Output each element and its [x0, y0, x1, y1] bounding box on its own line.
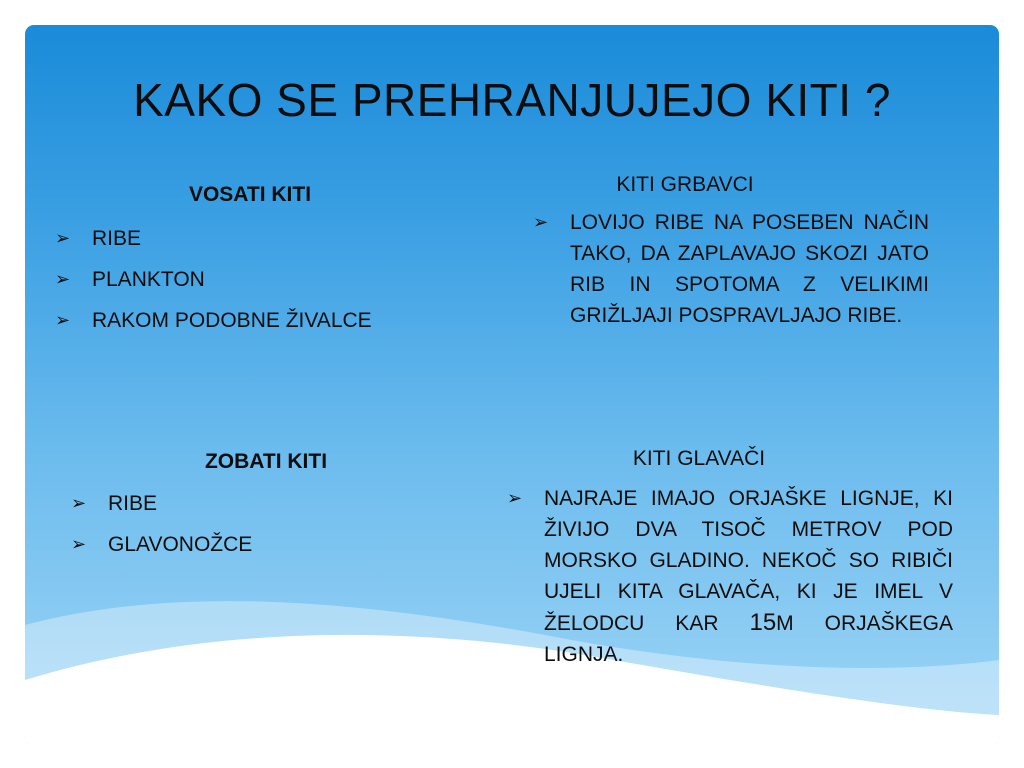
vosati-heading: VOSATI KITI: [188, 183, 312, 206]
arrow-bullet-icon: ➢: [533, 212, 549, 232]
glavaci-list: [507, 483, 953, 670]
arrow-bullet-icon: ➢: [55, 228, 71, 248]
zobati-heading: ZOBATI KITI: [204, 450, 328, 473]
glavaci-heading: KITI GLAVAČI: [632, 447, 766, 470]
arrow-bullet-icon: ➢: [55, 269, 71, 289]
list-item: ➢ RAKOM PODOBNE ŽIVALCE: [55, 305, 475, 336]
list-item: ➢ LOVIJO RIBE NA POSEBEN NAČIN TAKO, DA ZAPLAVAJO SKOZI JATO RIB IN SPOTOMA Z VELIKIMI GRIŽLJAJI POSPRAVLJAJO RIBE.: [533, 207, 929, 331]
grbavci-heading: KITI GRBAVCI: [616, 173, 754, 196]
arrow-bullet-icon: ➢: [55, 310, 71, 330]
list-item: ➢ PLANKTON: [55, 264, 475, 295]
list-item: ➢ GLAVONOŽCE: [71, 529, 471, 560]
list-item: ➢ NAJRAJE IMAJO ORJAŠKE LIGNJE, KI ŽIVIJO DVA TISOČ METROV POD MORSKO GLADINO. NEKOČ SO RIBIČI UJELI KITA GLAVAČA, KI JE IMEL V ŽELODCU KAR 15M ORJAŠKEGA LIGNJA.: [507, 483, 953, 670]
slide: [25, 25, 999, 745]
arrow-bullet-icon: ➢: [71, 534, 87, 554]
grbavci-list: [533, 207, 929, 331]
slide-title: KAKO SE PREHRANJUJEJO KITI ?: [133, 74, 891, 126]
arrow-bullet-icon: ➢: [507, 488, 523, 508]
vosati-list: [55, 223, 475, 346]
quantity-number: 15: [749, 609, 777, 636]
list-item: ➢ RIBE: [71, 488, 471, 519]
zobati-list: [71, 488, 471, 570]
arrow-bullet-icon: ➢: [71, 493, 87, 513]
list-item: ➢ RIBE: [55, 223, 475, 254]
